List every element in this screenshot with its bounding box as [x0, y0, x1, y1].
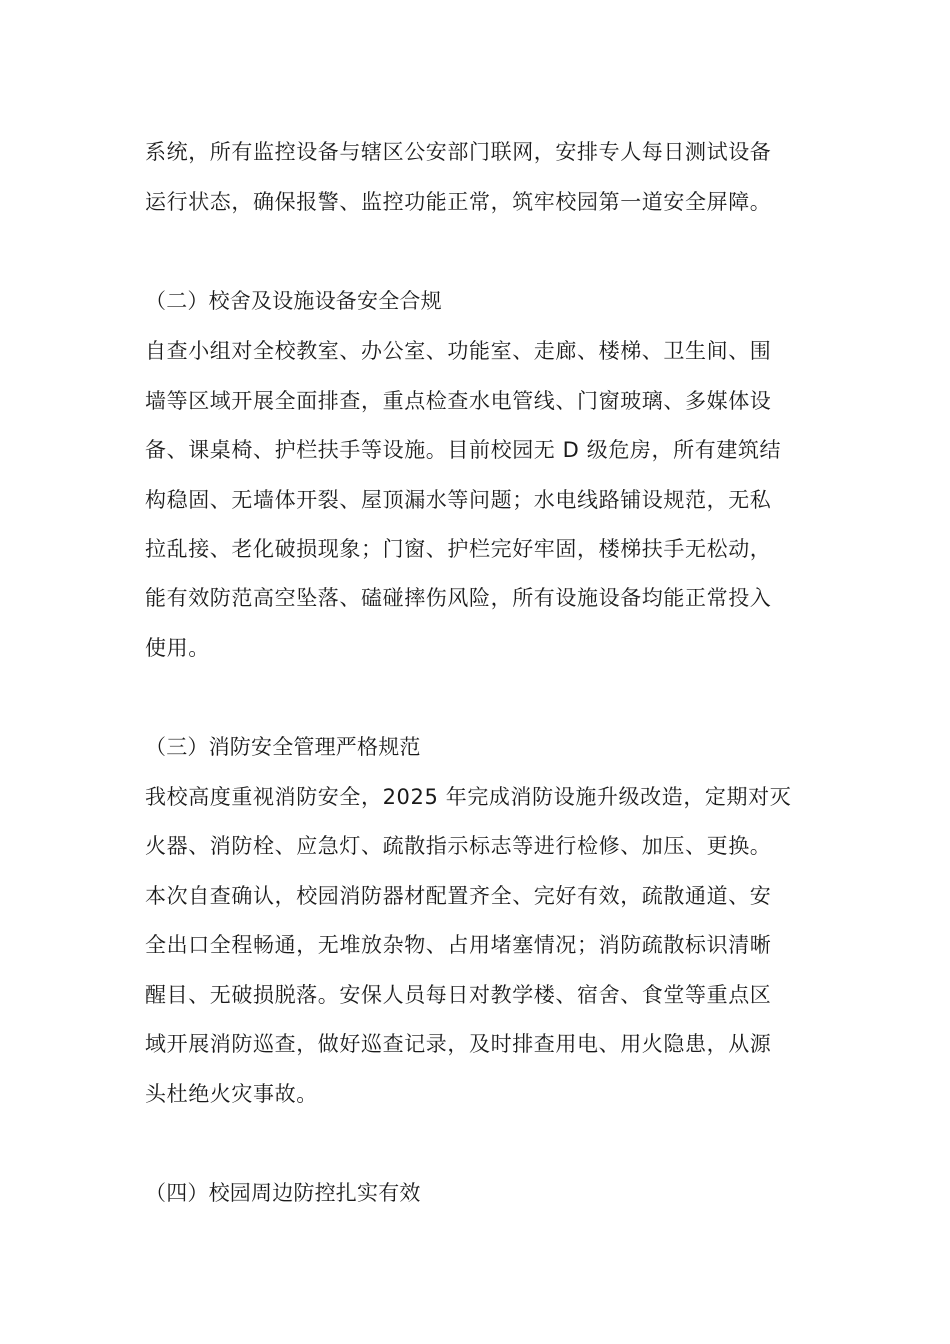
- paragraph-line: 火器、消防栓、应急灯、疏散指示标志等进行检修、加压、更换。: [145, 834, 772, 858]
- paragraph-line: 自查小组对全校教室、办公室、功能室、走廊、楼梯、卫生间、围: [145, 339, 772, 363]
- section-heading-4: （四）校园周边防控扎实有效: [145, 1181, 421, 1205]
- paragraph-line: 运行状态，确保报警、监控功能正常，筑牢校园第一道安全屏障。: [145, 190, 772, 214]
- paragraph-line: 系统，所有监控设备与辖区公安部门联网，安排专人每日测试设备: [145, 140, 772, 164]
- paragraph-line: 我校高度重视消防安全，2025 年完成消防设施升级改造，定期对灭: [145, 785, 792, 809]
- section-heading-3: （三）消防安全管理严格规范: [145, 735, 421, 759]
- paragraph-line: 构稳固、无墙体开裂、屋顶漏水等问题；水电线路铺设规范，无私: [145, 488, 772, 512]
- paragraph-line: 使用。: [145, 636, 210, 660]
- section-heading-2: （二）校舍及设施设备安全合规: [145, 289, 442, 313]
- paragraph-line: 墙等区域开展全面排查，重点检查水电管线、门窗玻璃、多媒体设: [145, 389, 772, 413]
- paragraph-line: 头杜绝火灾事故。: [145, 1082, 318, 1106]
- paragraph-line: 能有效防范高空坠落、磕碰摔伤风险，所有设施设备均能正常投入: [145, 586, 772, 610]
- paragraph-line: 全出口全程畅通，无堆放杂物、占用堵塞情况；消防疏散标识清晰: [145, 933, 772, 957]
- paragraph-line: 拉乱接、老化破损现象；门窗、护栏完好牢固，楼梯扶手无松动，: [145, 537, 772, 561]
- paragraph-line: 本次自查确认，校园消防器材配置齐全、完好有效，疏散通道、安: [145, 884, 772, 908]
- paragraph-line: 备、课桌椅、护栏扶手等设施。目前校园无 D 级危房，所有建筑结: [145, 438, 782, 462]
- paragraph-line: 域开展消防巡查，做好巡查记录，及时排查用电、用火隐患，从源: [145, 1032, 772, 1056]
- paragraph-line: 醒目、无破损脱落。安保人员每日对教学楼、宿舍、食堂等重点区: [145, 983, 772, 1007]
